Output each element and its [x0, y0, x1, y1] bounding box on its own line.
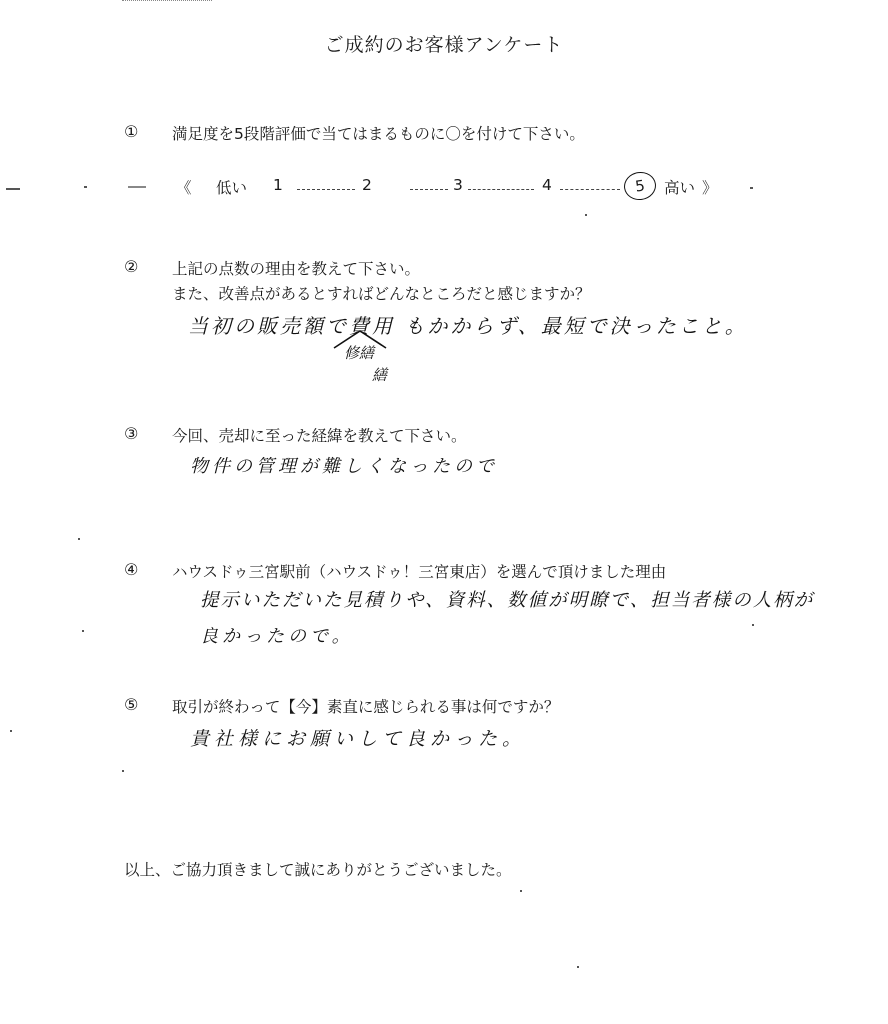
q5-handwritten-answer: 貴社様にお願いして良かった。: [190, 728, 527, 750]
q4-number: ④: [124, 560, 139, 579]
scale-option-5-circled: [622, 170, 658, 202]
page-title: ご成約のお客様アンケート: [324, 34, 564, 56]
q2-insertion-note-2: 繕: [372, 366, 388, 384]
q4-handwritten-answer-line2: 良かったので。: [200, 626, 354, 647]
q1-number: ①: [124, 122, 139, 141]
q2-handwritten-answer: 当初の販売額で費用 もかからず、最短で決ったこと。: [188, 314, 748, 338]
scale-low-label: 低い: [216, 179, 248, 197]
q2-line2: また、改善点があるとすればどんなところだと感じますか？: [172, 285, 591, 303]
q4-handwritten-answer-line1: 提示いただいた見積りや、資料、数値が明瞭で、担当者様の人柄が: [200, 590, 815, 611]
scan-speck: [128, 186, 146, 188]
scale-option-2: 2: [362, 176, 372, 194]
scale-open-bracket: 《: [176, 179, 192, 197]
scan-speck: [520, 890, 522, 892]
scan-speck: [6, 188, 20, 190]
scale-dash: [560, 189, 620, 190]
scan-speck: [82, 630, 84, 632]
scale-high-label: 高い: [664, 179, 696, 197]
closing-message: 以上、ご協力頂きまして誠にありがとうございました。: [124, 861, 512, 879]
q5-number: ⑤: [124, 695, 139, 714]
scan-speck: [750, 187, 753, 189]
q4-text: ハウスドゥ三宮駅前（ハウスドゥ！三宮東店）を選んで頂けました理由: [172, 563, 667, 581]
scan-edge-line: [122, 0, 212, 1]
scale-dash: [297, 189, 355, 190]
scale-option-3: 3: [453, 176, 463, 194]
scale-option-4: 4: [542, 176, 552, 194]
scan-speck: [577, 966, 579, 968]
q2-line1: 上記の点数の理由を教えて下さい。: [172, 260, 421, 278]
q2-number: ②: [124, 257, 139, 276]
q3-handwritten-answer: 物件の管理が難しくなったので: [190, 456, 498, 477]
scale-dash: [410, 189, 448, 190]
q3-number: ③: [124, 424, 139, 443]
q2-insertion-note: 修繕: [344, 344, 375, 362]
scan-speck: [10, 730, 12, 732]
scale-close-bracket: 》: [702, 179, 718, 197]
scan-speck: [585, 214, 587, 216]
q1-text: 満足度を5段階評価で当てはまるものに〇を付けて下さい。: [172, 125, 585, 143]
scan-speck: [752, 624, 754, 626]
scan-speck: [84, 186, 87, 188]
scale-option-5: 5: [634, 176, 646, 196]
scan-speck: [78, 538, 80, 540]
scale-dash: [468, 189, 534, 190]
scan-speck: [122, 770, 124, 772]
scale-option-1: 1: [273, 176, 283, 194]
q3-text: 今回、売却に至った経緯を教えて下さい。: [172, 427, 467, 445]
q5-text: 取引が終わって【今】素直に感じられる事は何ですか？: [172, 698, 560, 716]
